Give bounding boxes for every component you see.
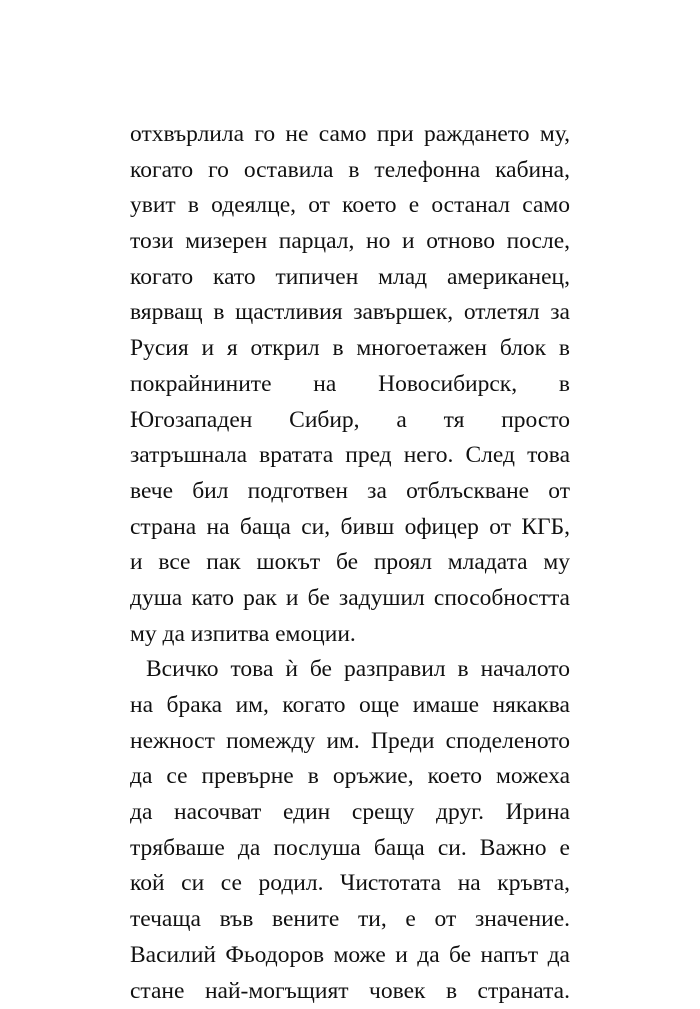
text-line: стане най-могъщият човек в страната. [130,974,570,1009]
text-line: Югозападен Сибир, а тя просто [130,403,570,439]
text-line: кой си се родил. Чистотата на кръвта, [130,866,570,902]
text-line: на брака им, когато още имаше някаква [130,688,570,724]
text-line: нежност помежду им. Преди споделеното [130,724,570,760]
text-line: когато го оставила в телефонна кабина, [130,153,570,189]
text-line: този мизерен парцал, но и отново после, [130,224,570,260]
paragraph-2 [130,652,570,1009]
text-line: увит в одеялце, от което е останал само [130,188,570,224]
text-line: и все пак шокът бе проял младата му [130,545,570,581]
text-line: покрайнините на Новосибирск, в [130,367,570,403]
text-line: отхвърлила го не само при раждането му, [130,117,570,153]
text-line: затръшнала вратата пред него. След това [130,438,570,474]
text-line: Василий Фьодоров може и да бе напът да [130,938,570,974]
body-text [130,117,570,1009]
text-line: течаща във вените ти, е от значение. [130,902,570,938]
text-line: трябваше да послуша баща си. Важно е [130,831,570,867]
text-line: му да изпитва емоции. [130,617,570,653]
text-line: да се превърне в оръжие, което можеха [130,759,570,795]
paragraph-1 [130,117,570,652]
text-line: душа като рак и бе задушил способността [130,581,570,617]
text-line: Всичко това ѝ бе разправил в началото [130,652,570,688]
text-line: да насочват един срещу друг. Ирина [130,795,570,831]
text-line: Русия и я открил в многоетажен блок в [130,331,570,367]
text-line: вярващ в щастливия завършек, отлетял за [130,295,570,331]
text-line: страна на баща си, бивш офицер от КГБ, [130,510,570,546]
text-line: когато като типичен млад американец, [130,260,570,296]
text-line: вече бил подготвен за отблъскване от [130,474,570,510]
